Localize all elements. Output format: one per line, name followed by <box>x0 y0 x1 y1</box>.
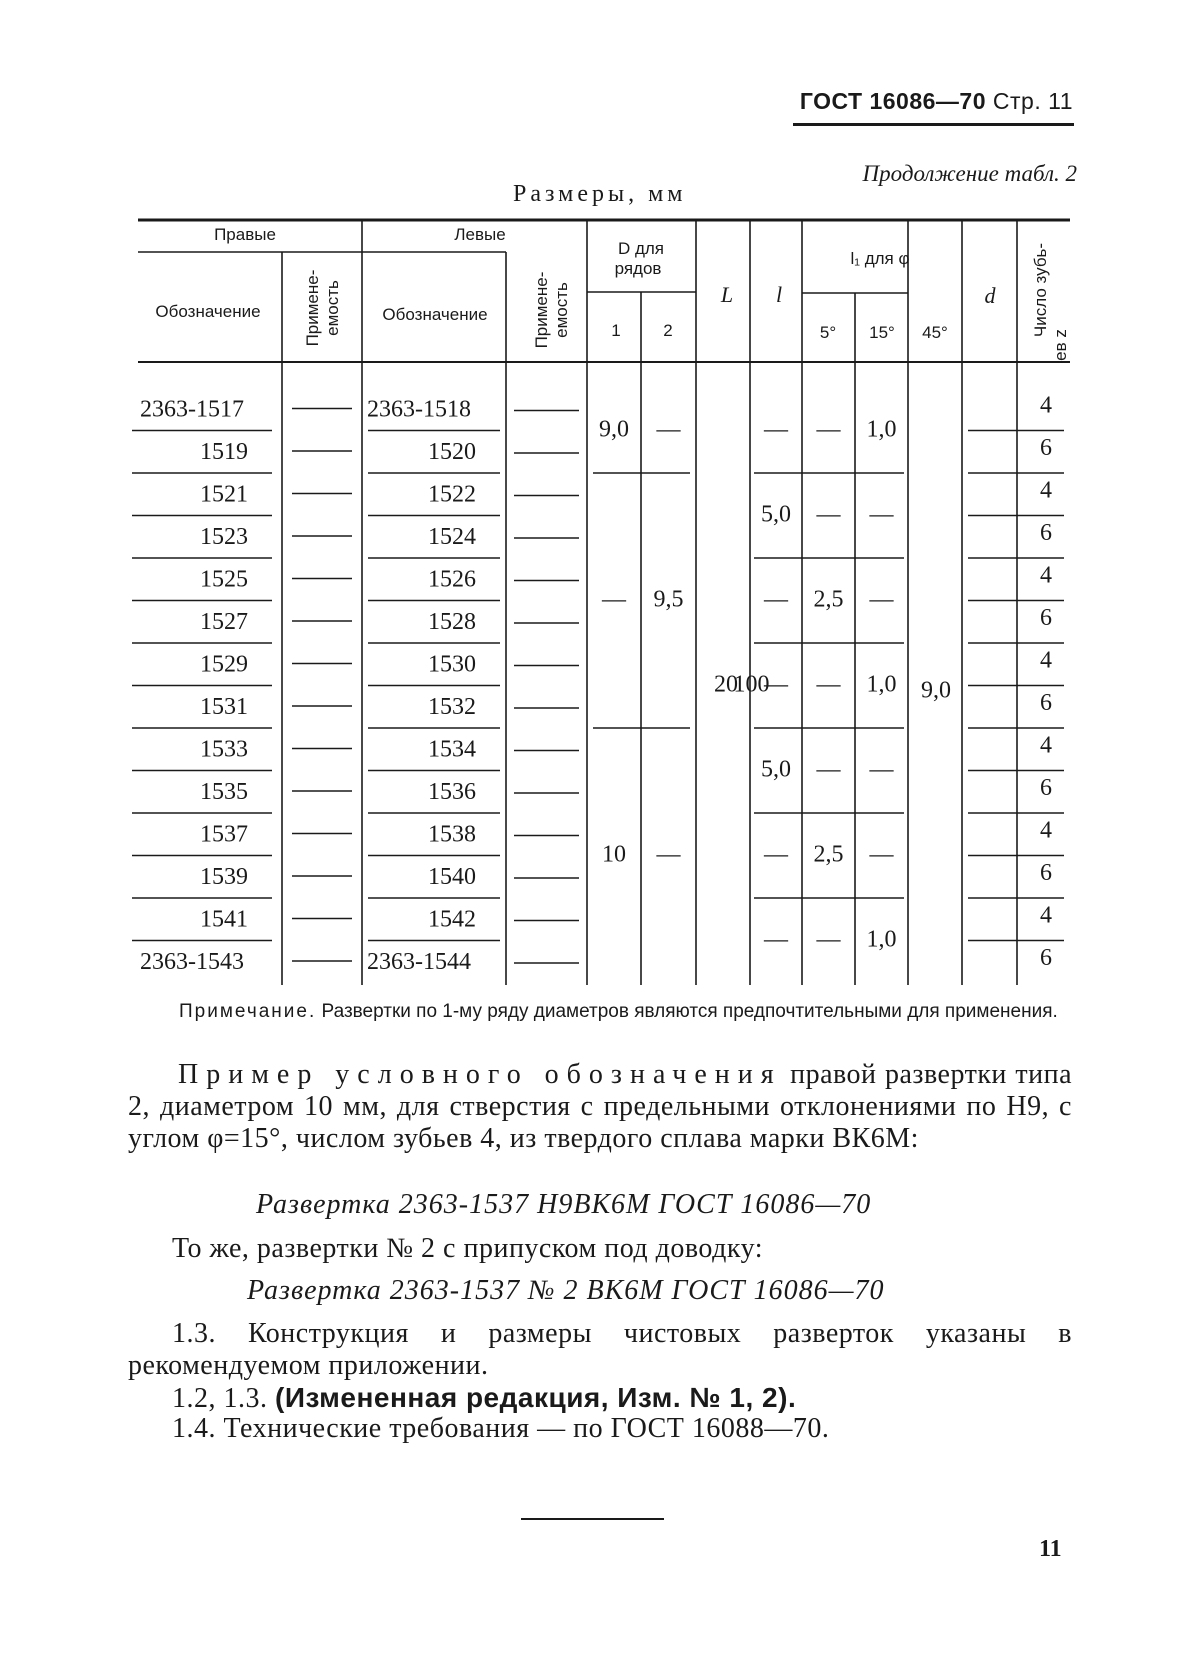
cell-left-designation: 1536 <box>428 779 476 805</box>
header-applicability-right-2: емость <box>323 280 342 336</box>
cell-l1-45: — <box>869 501 894 528</box>
cell-left-designation: 1530 <box>428 651 476 678</box>
cell-left-designation: 2363-1518 <box>367 396 471 423</box>
header-row-2: 2 <box>663 321 673 340</box>
cell-right-designation: 1529 <box>200 651 248 678</box>
paragraph-1-3: 1.3. Конструкция и размеры чистовых разверток указаны в рекомендуемом приложении. <box>128 1318 1072 1381</box>
example-paragraph <box>128 1059 1072 1155</box>
cell-l1-15: — <box>816 501 841 528</box>
table-units: Размеры, мм <box>513 181 687 207</box>
header-angle-45: 45° <box>922 323 948 342</box>
cell-l1-45: — <box>869 756 894 783</box>
footer-rule <box>521 1518 664 1520</box>
cell-right-designation: 1533 <box>200 736 248 763</box>
header-applicability-left-1: Примене- <box>532 271 551 349</box>
cell-teeth: 4 <box>1040 392 1052 419</box>
cell-left-designation: 1538 <box>428 821 476 848</box>
cell-left-designation: 1522 <box>428 481 476 508</box>
standard-number: ГОСТ 16086—70 <box>799 88 987 114</box>
cell-teeth: 6 <box>1040 945 1052 971</box>
header-designation-right: Обозначение <box>155 302 261 321</box>
cell-right-designation: 1527 <box>200 609 248 635</box>
header-applicability-right-1: Примене- <box>303 269 322 347</box>
header-teeth-2: ев z <box>1051 329 1070 361</box>
cell-teeth: 6 <box>1040 605 1052 631</box>
cell-l1-5: — <box>764 586 788 613</box>
header-right: Правые <box>214 225 276 244</box>
cell-l1-45: 1,0 <box>866 671 897 698</box>
amendment-prefix: 1.2, 1.3. <box>172 1383 268 1414</box>
cell-l1-45: — <box>869 586 894 613</box>
paragraph-amendment <box>172 1382 1072 1415</box>
cell-L: 100 <box>733 671 770 698</box>
cell-d-row2: — <box>656 841 681 868</box>
cell-right-designation: 1525 <box>200 566 248 593</box>
example-label: Пример условного обозначения <box>178 1059 782 1090</box>
page-number: 11 <box>1039 1536 1062 1562</box>
cell-right-designation: 1535 <box>200 779 248 805</box>
cell-l1-15: — <box>816 416 841 443</box>
cell-left-designation: 1528 <box>428 609 476 635</box>
cell-d: 9,0 <box>921 677 951 704</box>
cell-d-row1: 10 <box>602 841 626 868</box>
cell-l1-15: — <box>816 671 841 698</box>
cell-teeth: 6 <box>1040 860 1052 886</box>
header-d: d <box>984 283 996 308</box>
cell-l1-5: 5,0 <box>761 756 791 783</box>
cell-right-designation: 2363-1517 <box>140 396 244 423</box>
header-teeth-1: Число зубь- <box>1031 242 1050 338</box>
cell-left-designation: 1540 <box>428 864 476 890</box>
header-designation-left: Обозначение <box>382 305 488 324</box>
cell-left-designation: 1520 <box>428 439 476 465</box>
header-l1-phi: l₁ для φ <box>850 249 910 268</box>
cell-right-designation: 1539 <box>200 864 248 890</box>
paragraph-1-4: 1.4. Технические требования — по ГОСТ 16088—70. <box>172 1413 830 1444</box>
designation-example-1: Развертка 2363-1537 Н9ВК6М ГОСТ 16086—70 <box>256 1189 872 1220</box>
cell-l1-45: 1,0 <box>866 416 897 443</box>
table-continuation: Продолжение табл. 2 <box>862 161 1077 186</box>
cell-right-designation: 1531 <box>200 694 248 720</box>
cell-d-row1: 9,0 <box>599 416 629 443</box>
cell-teeth: 6 <box>1040 520 1052 546</box>
cell-l1-15: — <box>816 926 841 953</box>
cell-teeth: 4 <box>1040 562 1052 589</box>
table-note <box>179 998 1069 1025</box>
cell-d-row2: — <box>656 416 681 443</box>
header-left: Левые <box>454 225 506 244</box>
cell-right-designation: 1521 <box>200 481 248 508</box>
cell-left-designation: 1524 <box>428 524 476 550</box>
header-l: l <box>775 282 783 307</box>
cell-right-designation: 1519 <box>200 439 248 465</box>
cell-right-designation: 2363-1543 <box>140 949 244 975</box>
cell-l1-15: 2,5 <box>813 586 844 613</box>
cell-left-designation: 1534 <box>428 736 476 763</box>
cell-teeth: 6 <box>1040 690 1052 716</box>
cell-teeth: 4 <box>1040 817 1052 844</box>
cell-right-designation: 1523 <box>200 524 248 550</box>
cell-l1-5: — <box>764 416 788 443</box>
cell-teeth: 6 <box>1040 775 1052 801</box>
cell-d-row1: — <box>602 586 626 613</box>
amendment-text: (Измененная редакция, Изм. № 1, 2). <box>275 1382 797 1413</box>
cell-l: 20 <box>714 671 738 698</box>
note-label: Примечание. <box>179 1001 317 1022</box>
same-paragraph: То же, развертки № 2 с припуском под доводку: <box>172 1233 763 1264</box>
cell-left-designation: 1526 <box>428 566 476 593</box>
cell-l1-5: — <box>764 841 788 868</box>
cell-left-designation: 2363-1544 <box>367 949 471 975</box>
header-row-1: 1 <box>611 321 621 340</box>
cell-l1-5: 5,0 <box>761 501 791 528</box>
cell-teeth: 6 <box>1040 435 1052 461</box>
cell-teeth: 4 <box>1040 902 1052 929</box>
header-applicability-left-2: емость <box>552 282 571 338</box>
example-text: правой развертки типа 2, диаметром 10 мм, для стверстия с предельными отклонениями по Н9, с углом φ=15°, числом зубьев 4, из твердого сплава марки ВК6М: <box>128 1059 1072 1154</box>
header-angle-15: 15° <box>869 323 895 342</box>
cell-l1-5: — <box>764 671 788 698</box>
header-angle-5: 5° <box>819 323 837 342</box>
cell-teeth: 4 <box>1040 477 1052 504</box>
designation-example-2: Развертка 2363-1537 № 2 ВК6М ГОСТ 16086—70 <box>247 1275 885 1306</box>
header-d-rows-1: D для <box>617 239 665 258</box>
cell-l1-45: 1,0 <box>866 926 897 953</box>
cell-d-row2: 9,5 <box>653 586 684 613</box>
cell-right-designation: 1537 <box>200 821 248 848</box>
note-text: Развертки по 1-му ряду диаметров являются предпочтительными для применения. <box>321 1001 1058 1022</box>
cell-l1-45: — <box>869 841 894 868</box>
header-L: L <box>720 282 734 307</box>
cell-l1-15: — <box>816 756 841 783</box>
cell-left-designation: 1532 <box>428 694 476 720</box>
cell-l1-5: — <box>764 926 788 953</box>
header-d-rows-2: рядов <box>614 259 662 278</box>
cell-left-designation: 1542 <box>428 906 476 933</box>
cell-teeth: 4 <box>1040 647 1052 674</box>
page-label: Стр. 11 <box>992 88 1073 114</box>
cell-right-designation: 1541 <box>200 906 248 933</box>
cell-l1-15: 2,5 <box>813 841 844 868</box>
cell-teeth: 4 <box>1040 732 1052 759</box>
